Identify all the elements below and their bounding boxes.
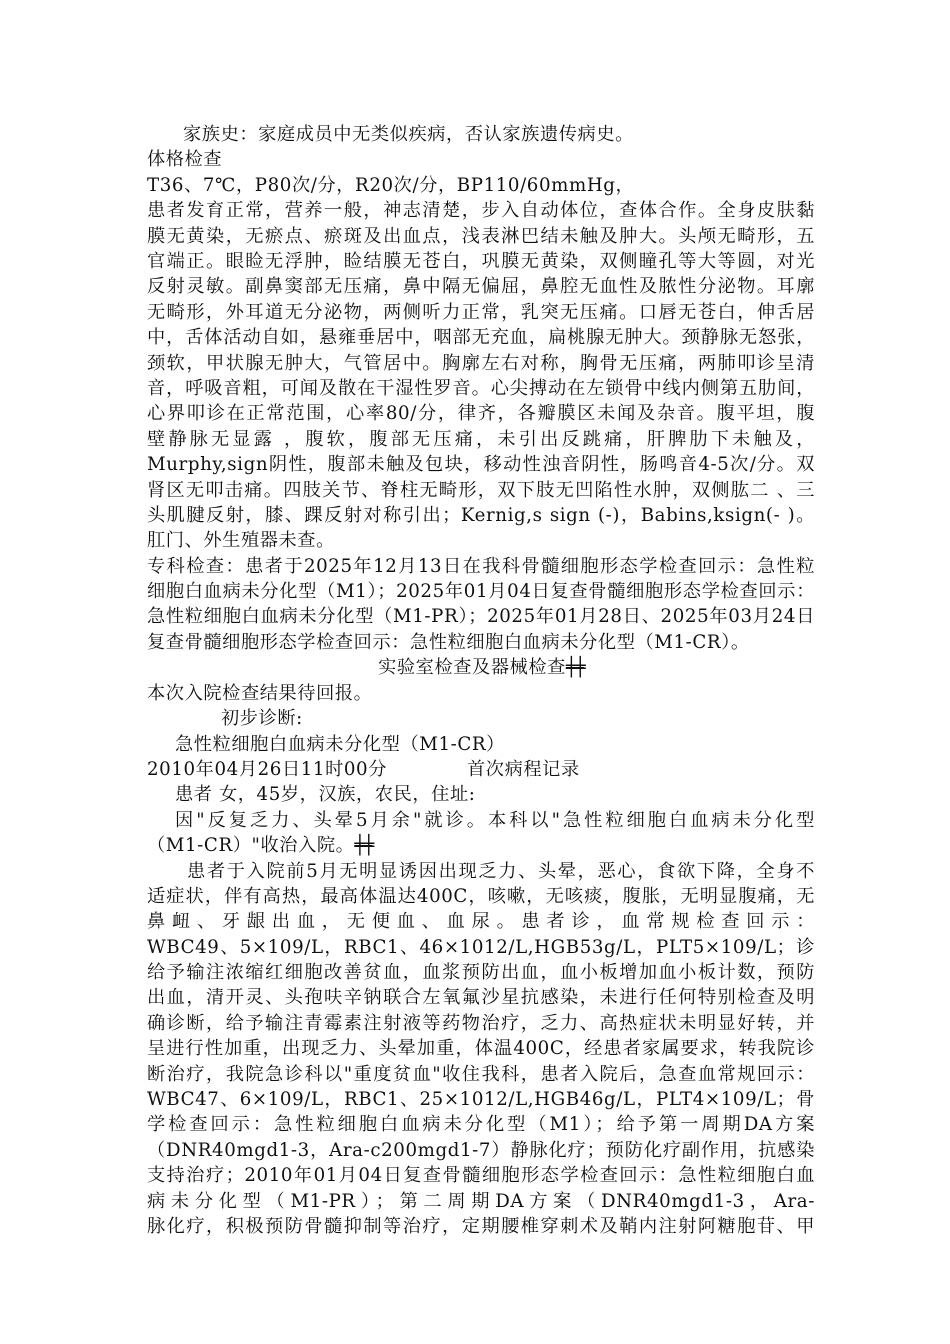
exam-line: Murphy,sign阴性，腹部未触及包块，移动性浊音阴性，肠鸣音4-5次/分。双 [147,454,815,476]
history-line: 病未分化型（M1-PR）；第二周期DA方案（DNR40mgd1-3，Ara- [147,1190,815,1212]
history-line: 确诊断，给予输注青霉素注射液等药物治疗，乏力、高热症状未明显好转，并 [147,1012,815,1034]
history-line: 呈进行性加重，出现乏力、头晕加重，体温400C，经患者家属要求，转我院诊 [147,1038,815,1060]
history-line: WBC47、6×109/L，RBC1、25×1012/L,HGB46g/L，PLT4×109/L；骨 [147,1089,815,1111]
exam-line: 肛门、外生殖器未查。 [147,530,335,552]
diagnosis: 急性粒细胞白血病未分化型（M1-CR） [175,733,505,755]
exam-line: 官端正。眼睑无浮肿，睑结膜无苍白，巩膜无黄染，双侧瞳孔等大等圆，对光 [147,251,815,272]
family-history: 家族史：家庭成员中无类似疾病，否认家族遗传病史。 [183,124,634,145]
exam-line: 患者发育正常，营养一般，神志清楚，步入自动体位，查体合作。全身皮肤黏 [147,200,815,222]
lab-heading-row [147,655,815,680]
admission-line: 因"反复乏力、头晕5月余"就诊。本科以"急性粒细胞白血病未分化型 [175,809,815,831]
exam-line: 头肌腱反射，膝、踝反射对称引出；Kernig,s sign (-)，Babins,ksign(- )。 [147,504,815,526]
physical-exam-heading: 体格检查 [147,149,223,171]
history-line: （DNR40mgd1-3，Ara-c200mgd1-7）静脉化疗；预防化疗副作用，抗感染 [147,1139,815,1161]
history-line: 出血，清开灵、头孢呋辛钠联合左氧氟沙星抗感染，未进行任何特别检查及明 [147,987,815,1009]
history-line: 适症状，伴有高热，最高体温达400C，咳嗽，无咳痰，腹胀，无明显腹痛，无 [147,885,815,907]
exam-line: 膜无黄染，无瘀点、瘀斑及出血点，浅表淋巴结未触及肿大。头颅无畸形，五 [147,225,815,247]
specialist-line: 细胞白血病未分化型（M1）；2025年01月04日复查骨髓细胞形态学检查回示： [147,581,815,603]
exam-line: 音，呼吸音粗，可闻及散在干湿性罗音。心尖搏动在左锁骨中线内侧第五肋间， [147,377,815,399]
history-line: 鼻衄、牙龈出血，无便血、血尿。患者诊，血常规检查回示： [147,911,815,933]
specialist-line: 专科检查：患者于2025年12月13日在我科骨髓细胞形态学检查回示：急性粒 [147,555,815,577]
record-datetime: 2010年04月26日11时00分 [147,758,387,780]
exam-line: 中，舌体活动自如，悬雍垂居中，咽部无充血，扁桃腺无肿大。颈静脉无怒张， [147,327,815,349]
exam-line: 无畸形，外耳道无分泌物，两侧听力正常，乳突无压痛。口唇无苍白，伸舌居 [147,301,815,323]
strike-mark: ╪╪ [565,657,584,679]
exam-line: 颈软，甲状腺无肿大，气管居中。胸廓左右对称，胸骨无压痛，两肺叩诊呈清 [147,352,815,374]
exam-line: 肾区无叩击痛。四肢关节、脊柱无畸形，双下肢无凹陷性水肿，双侧肱二 、三 [147,479,815,501]
strike-mark: ╪╪ [354,835,373,857]
admission-line-row [147,833,815,858]
specialist-line: 复查骨髓细胞形态学检查回示：急性粒细胞白血病未分化型（M1-CR）。 [147,631,750,653]
exam-line: 反射灵敏。副鼻窦部无压痛，鼻中隔无偏屈，鼻腔无血性及脓性分泌物。耳廓 [147,276,815,298]
vital-signs: T36、7℃，P80次/分，R20次/分，BP110/60mmHg， [147,174,635,196]
specialist-exam [147,554,815,656]
history-line: 断治疗，我院急诊科以"重度贫血"收住我科，患者入院后，急查血常规回示： [147,1063,815,1085]
history-line: 患者于入院前5月无明显诱因出现乏力、头晕，恶心，食欲下降，全身不 [187,860,815,882]
record-title: 首次病程记录 [467,758,580,780]
patient-line: 患者 女，45岁，汉族，农民，住址: [175,784,476,806]
exam-line: 壁静脉无显露 ，腹软，腹部无压痛，未引出反跳痛，肝脾肋下未触及， [147,428,815,450]
history-line: 学检查回示：急性粒细胞白血病未分化型（M1）；给予第一周期DA方案 [147,1114,815,1136]
physical-exam-body [147,198,815,553]
history-line: 脉化疗，积极预防骨髓抑制等治疗，定期腰椎穿刺术及鞘内注射阿糖胞苷、甲 [147,1215,815,1237]
medical-record-page [147,122,815,1239]
history-line: WBC49、5×109/L，RBC1、46×1012/L,HGB53g/L，PLT5×109/L；诊 [147,936,815,958]
specialist-line: 急性粒细胞白血病未分化型（M1-PR）；2025年01月28日、2025年03月24日 [147,606,815,628]
diagnosis-label: 初步诊断: [221,708,303,730]
admission-reason [147,808,815,859]
lab-result: 本次入院检查结果待回报。 [147,682,373,704]
admission-line: （M1-CR）"收治入院。 [147,835,355,857]
lab-heading: 实验室检查及器械检查 [378,657,566,679]
history-line: 给予输注浓缩红细胞改善贫血，血浆预防出血，血小板增加血小板计数，预防 [147,962,815,984]
present-history [147,859,815,1240]
record-header [147,757,815,782]
exam-line: 心界叩诊在正常范围，心率80/分，律齐，各瓣膜区未闻及杂音。腹平坦，腹 [147,403,815,425]
history-line: 支持治疗；2010年01月04日复查骨髓细胞形态学检查回示：急性粒细胞白血 [147,1165,815,1187]
